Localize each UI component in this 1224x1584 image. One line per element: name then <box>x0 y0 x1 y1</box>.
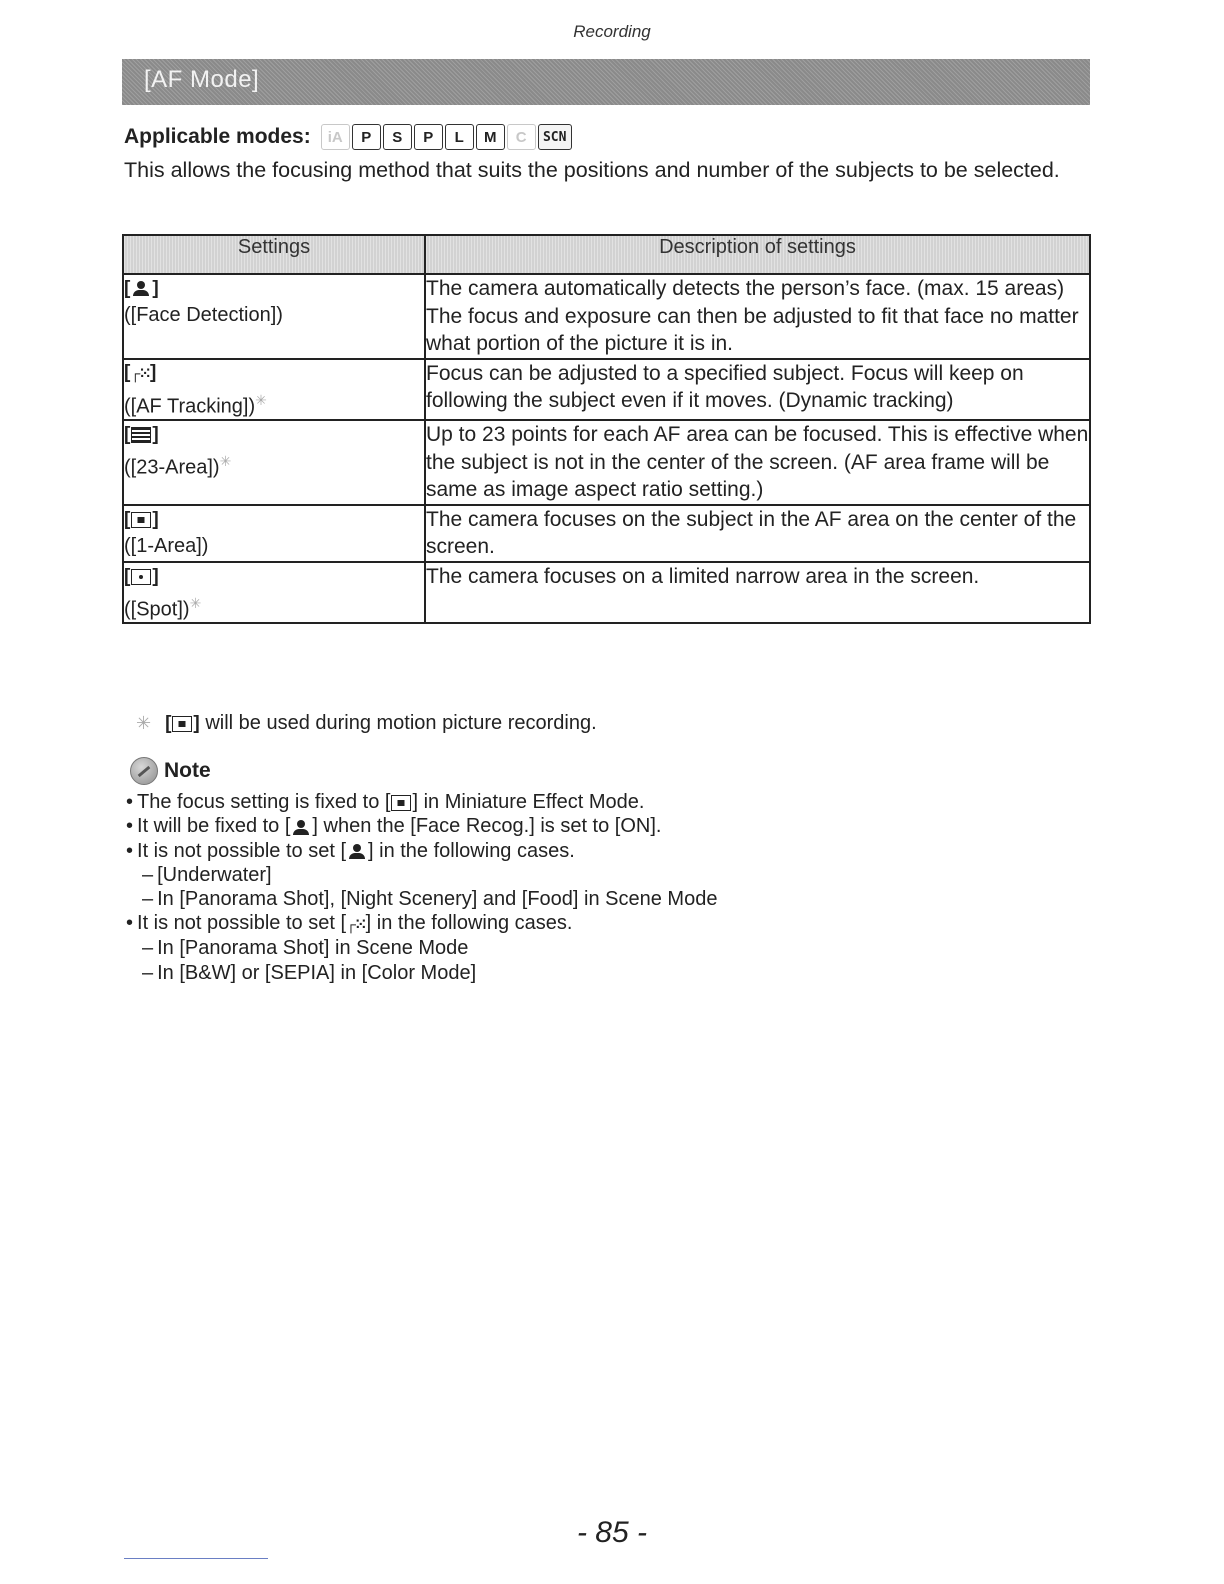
page-number: - 85 - <box>576 1516 648 1549</box>
face-detection-icon <box>346 843 368 860</box>
settings-table <box>122 234 1091 624</box>
portrait-icon: P <box>414 124 443 150</box>
setting-cell <box>123 505 425 562</box>
face-detection-icon <box>290 819 312 836</box>
setting-cell <box>123 562 425 624</box>
one-area-icon <box>391 795 411 811</box>
applicable-modes-label: Applicable modes: <box>124 125 311 148</box>
note-text: ] in Miniature Effect Mode. <box>412 791 645 813</box>
note-item <box>126 961 717 985</box>
setting-label: ([23-Area]) <box>124 456 220 479</box>
af-tracking-icon: ┌⁙ <box>346 916 366 933</box>
setting-symbol: [ ] <box>124 424 159 446</box>
setting-symbol: [ ] <box>124 278 159 299</box>
running-head: Recording <box>573 22 651 41</box>
setting-cell <box>123 274 425 359</box>
footer-rule <box>124 1558 268 1559</box>
setting-symbol: [ ] <box>124 508 159 530</box>
spot-icon <box>131 569 151 585</box>
af-tracking-icon: ┌⁙ <box>130 365 150 382</box>
note-item <box>126 936 717 960</box>
table-row <box>123 562 1090 624</box>
note-item <box>126 887 717 911</box>
table-row <box>123 274 1090 359</box>
note-text: [Underwater] <box>157 863 272 886</box>
note-icon <box>130 757 158 785</box>
applicable-modes <box>124 121 574 153</box>
note-title: Note <box>164 759 211 782</box>
note-text: ] in the following cases. <box>368 839 575 862</box>
note-heading <box>130 757 211 785</box>
asterisk-mark: ✳ <box>219 453 232 470</box>
asterisk-mark: ✳ <box>255 391 267 408</box>
table-row <box>123 420 1090 505</box>
program-ae-icon: P <box>352 124 381 150</box>
note-text: ] in the following cases. <box>365 912 573 935</box>
face-detection-icon <box>130 280 152 297</box>
note-text: It will be fixed to [ <box>137 815 291 838</box>
scene-mode-icon: SCN <box>538 124 572 150</box>
footnote: ✳ [ ] will be used during motion picture recording. <box>136 712 597 734</box>
footnote-text: will be used during motion picture recording. <box>205 712 597 734</box>
note-item <box>126 863 717 887</box>
setting-label: ([AF Tracking]) <box>124 395 256 418</box>
note-item <box>126 839 717 863</box>
note-text: In [Panorama Shot] in Scene Mode <box>157 937 469 960</box>
one-area-icon <box>172 716 192 732</box>
note-text: It is not possible to set [ <box>137 839 347 862</box>
footnote-asterisk: ✳ <box>136 713 152 733</box>
description-cell: The camera focuses on a limited narrow area in the screen. <box>425 562 1090 624</box>
description-column-header: Description of settings <box>425 235 1090 274</box>
table-header-row <box>123 235 1090 274</box>
setting-cell <box>123 420 425 505</box>
setting-symbol: [ ] <box>124 565 159 587</box>
asterisk-mark: ✳ <box>189 594 202 611</box>
description-cell: The camera automatically detects the person’s face. (max. 15 areas) The focus and exposure can then be adjusted to fit that face no matter what portion of the picture it is in. <box>425 274 1090 359</box>
note-text: In [Panorama Shot], [Night Scenery] and [Food] in Scene Mode <box>157 888 718 911</box>
note-text: It is not possible to set [ <box>137 912 347 935</box>
description-cell: Focus can be adjusted to a specified subject. Focus will keep on following the subject even if it moves. (Dynamic tracking) <box>425 359 1090 421</box>
note-text: In [B&W] or [SEPIA] in [Color Mode] <box>157 961 477 984</box>
motion-picture-icon: M <box>476 124 505 150</box>
table-row <box>123 359 1090 421</box>
note-text: The focus setting is fixed to [ <box>137 791 391 813</box>
note-item <box>126 790 717 814</box>
note-text: ] when the [Face Recog.] is set to [ON]. <box>312 815 662 838</box>
setting-symbol: [┌⁙] <box>124 360 156 386</box>
setting-label: ([Spot]) <box>124 598 190 621</box>
note-item <box>126 911 717 936</box>
description-cell: Up to 23 points for each AF area can be focused. This is effective when the subject is not in the center of the screen. (AF area frame will be same as image aspect ratio setting.) <box>425 420 1090 505</box>
description-cell: The camera focuses on the subject in the AF area on the center of the screen. <box>425 505 1090 562</box>
section-title-bar <box>122 59 1090 105</box>
setting-cell <box>123 359 425 421</box>
intelligent-auto-icon: iA <box>321 124 350 150</box>
setting-label: ([Face Detection]) <box>124 304 283 326</box>
sports-icon: S <box>383 124 412 150</box>
multi-area-icon <box>131 427 151 443</box>
note-item <box>126 814 717 838</box>
mode-icon-list <box>321 124 574 150</box>
table-row <box>123 505 1090 562</box>
note-list <box>126 790 717 985</box>
one-area-icon <box>131 512 151 528</box>
setting-label: ([1-Area]) <box>124 534 209 557</box>
section-title: [AF Mode] <box>144 66 260 93</box>
clipboard-icon: C <box>507 124 536 150</box>
settings-column-header: Settings <box>123 235 425 274</box>
scenery-icon: L <box>445 124 474 150</box>
intro-paragraph: This allows the focusing method that suits the positions and number of the subjects to be selected. <box>124 158 1060 182</box>
